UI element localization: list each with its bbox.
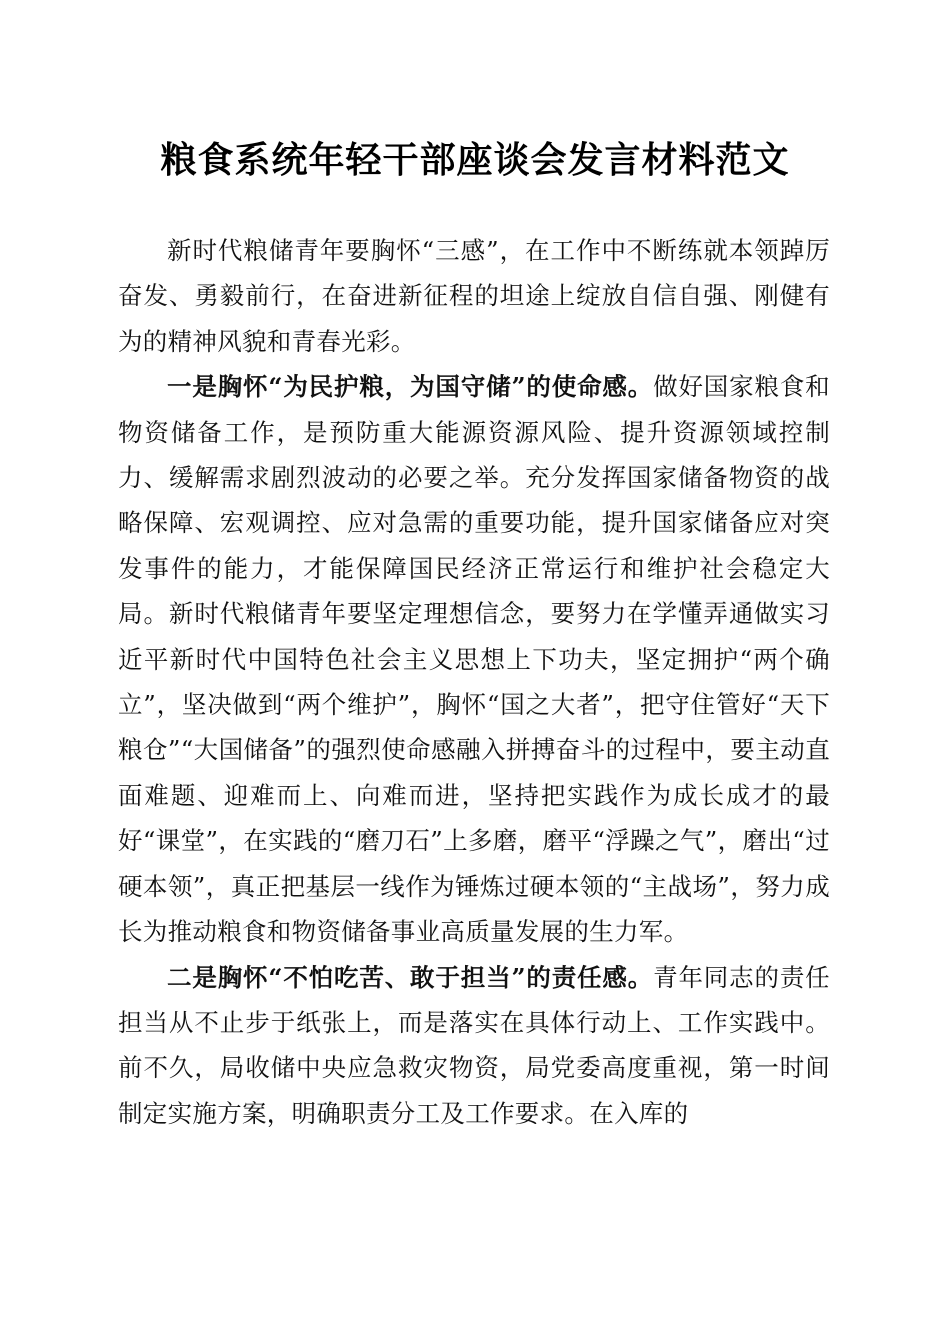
paragraph-responsibility <box>118 955 830 1137</box>
paragraph-text: 做好国家粮食和物资储备工作，是预防重大能源资源风险、提升资源领域控制力、缓解需求剧烈波动的必要之举。充分发挥国家储备物资的战略保障、宏观调控、应对急需的重要功能，提升国家储备应对突发事件的能力，才能保障国民经济正常运行和维护社会稳定大局。新时代粮储青年要坚定理想信念，要努力在学懂弄通做实习近平新时代中国特色社会主义思想上下功夫，坚定拥护“两个确立”，坚决做到“两个维护”，胸怀“国之大者”，把守住管好“天下粮仓”“大国储备”的强烈使命感融入拼搏奋斗的过程中，要主动直面难题、迎难而上、向难而进，坚持把实践作为成长成才的最好“课堂”，在实践的“磨刀石”上多磨，磨平“浮躁之气”，磨出“过硬本领”，真正把基层一线作为锤炼过硬本领的“主战场”，努力成长为推动粮食和物资储备事业高质量发展的生力军。 <box>118 372 830 947</box>
paragraph-text: 青年同志的责任担当从不止步于纸张上，而是落实在具体行动上、工作实践中。前不久，局收储中央应急救灾物资，局党委高度重视，第一时间制定实施方案，明确职责分工及工作要求。在入库的 <box>118 962 830 1128</box>
paragraph-intro <box>118 228 830 364</box>
paragraph-mission <box>118 364 830 954</box>
paragraph-text: 新时代粮储青年要胸怀“三感”，在工作中不断练就本领踔厉奋发、勇毅前行，在奋进新征程的坦途上绽放自信自强、刚健有为的精神风貌和青春光彩。 <box>118 236 830 356</box>
document-title: 粮食系统年轻干部座谈会发言材料范文 <box>160 139 790 181</box>
paragraph-lead: 一是胸怀“为民护粮，为国守储”的使命感。 <box>167 372 654 402</box>
document-body <box>118 228 830 1136</box>
paragraph-lead: 二是胸怀“不怕吃苦、敢于担当”的责任感。 <box>167 962 654 992</box>
